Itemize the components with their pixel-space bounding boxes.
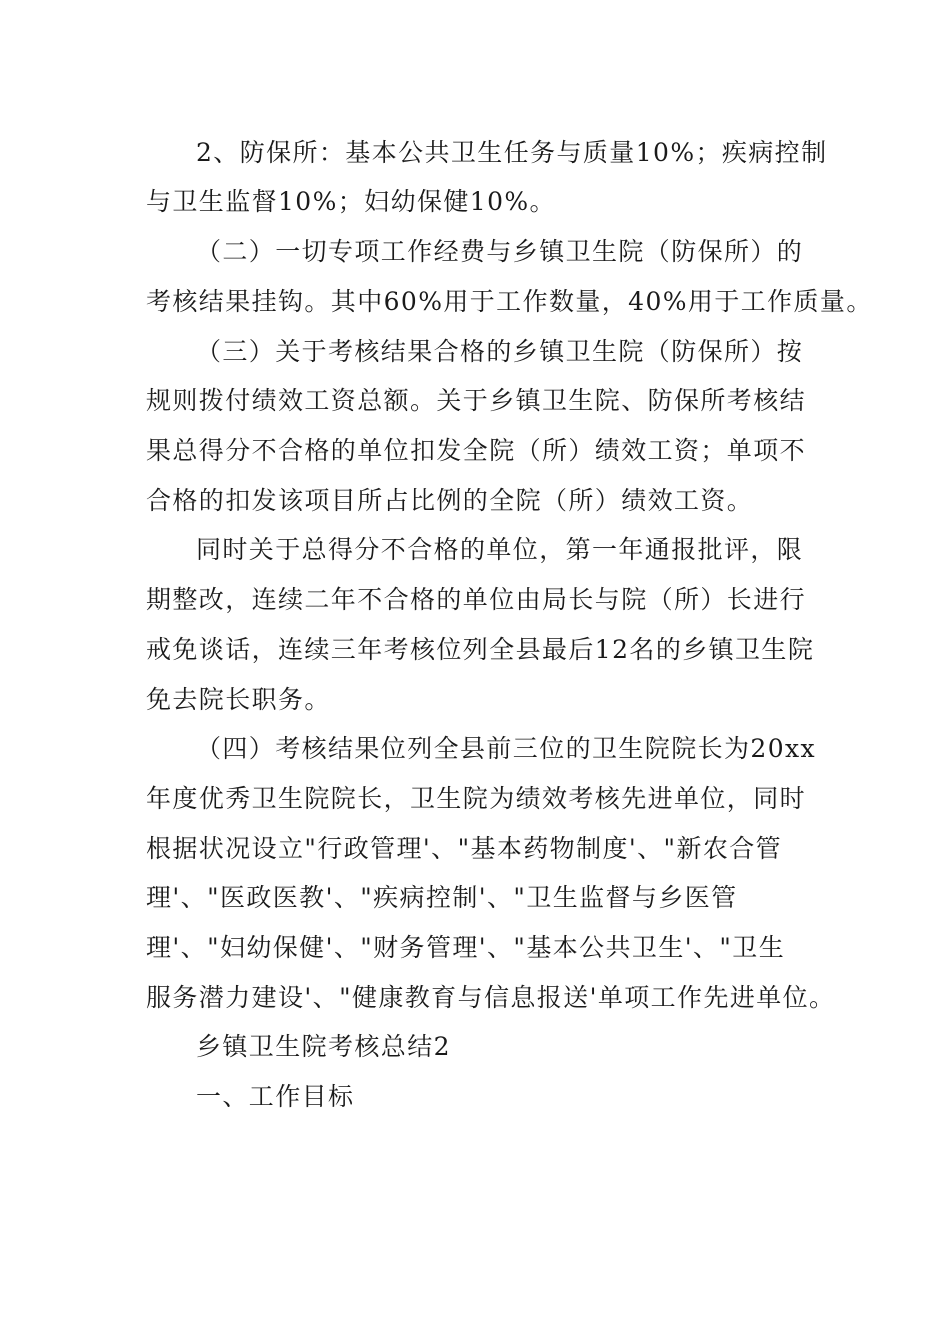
section-heading: 一、工作目标 — [196, 1082, 355, 1111]
paragraph-line: （三）关于考核结果合格的乡镇卫生院（防保所）按 — [196, 337, 804, 366]
paragraph-line: 理'、"医政医教'、"疾病控制'、"卫生监督与乡医管 — [146, 883, 738, 912]
paragraph-line: （四）考核结果位列全县前三位的卫生院院长为20xx — [196, 734, 817, 763]
paragraph-line: 果总得分不合格的单位扣发全院（所）绩效工资；单项不 — [146, 436, 807, 465]
paragraph-line: 与卫生监督10%；妇幼保健10%。 — [146, 187, 556, 216]
paragraph-line: 考核结果挂钩。其中60%用于工作数量，40%用于工作质量。 — [146, 287, 873, 316]
paragraph-line: 免去院长职务。 — [146, 685, 331, 714]
paragraph-line: 服务潜力建设'、"健康教育与信息报送'单项工作先进单位。 — [146, 983, 836, 1012]
section-title: 乡镇卫生院考核总结2 — [196, 1032, 451, 1061]
paragraph-line: 合格的扣发该项目所占比例的全院（所）绩效工资。 — [146, 486, 754, 515]
paragraph-line: 戒免谈话，连续三年考核位列全县最后12名的乡镇卫生院 — [146, 635, 815, 664]
paragraph-line: 根据状况设立"行政管理'、"基本药物制度'、"新农合管 — [146, 834, 783, 863]
paragraph-line: 规则拨付绩效工资总额。关于乡镇卫生院、防保所考核结 — [146, 386, 807, 415]
paragraph-line: 2、防保所：基本公共卫生任务与质量10%；疾病控制 — [196, 138, 828, 167]
paragraph-line: 理'、"妇幼保健'、"财务管理'、"基本公共卫生'、"卫生 — [146, 933, 786, 962]
paragraph-line: 同时关于总得分不合格的单位，第一年通报批评，限 — [196, 535, 804, 564]
paragraph-line: 期整改，连续二年不合格的单位由局长与院（所）长进行 — [146, 585, 807, 614]
paragraph-line: （二）一切专项工作经费与乡镇卫生院（防保所）的 — [196, 237, 804, 266]
paragraph-line: 年度优秀卫生院院长，卫生院为绩效考核先进单位，同时 — [146, 784, 807, 813]
